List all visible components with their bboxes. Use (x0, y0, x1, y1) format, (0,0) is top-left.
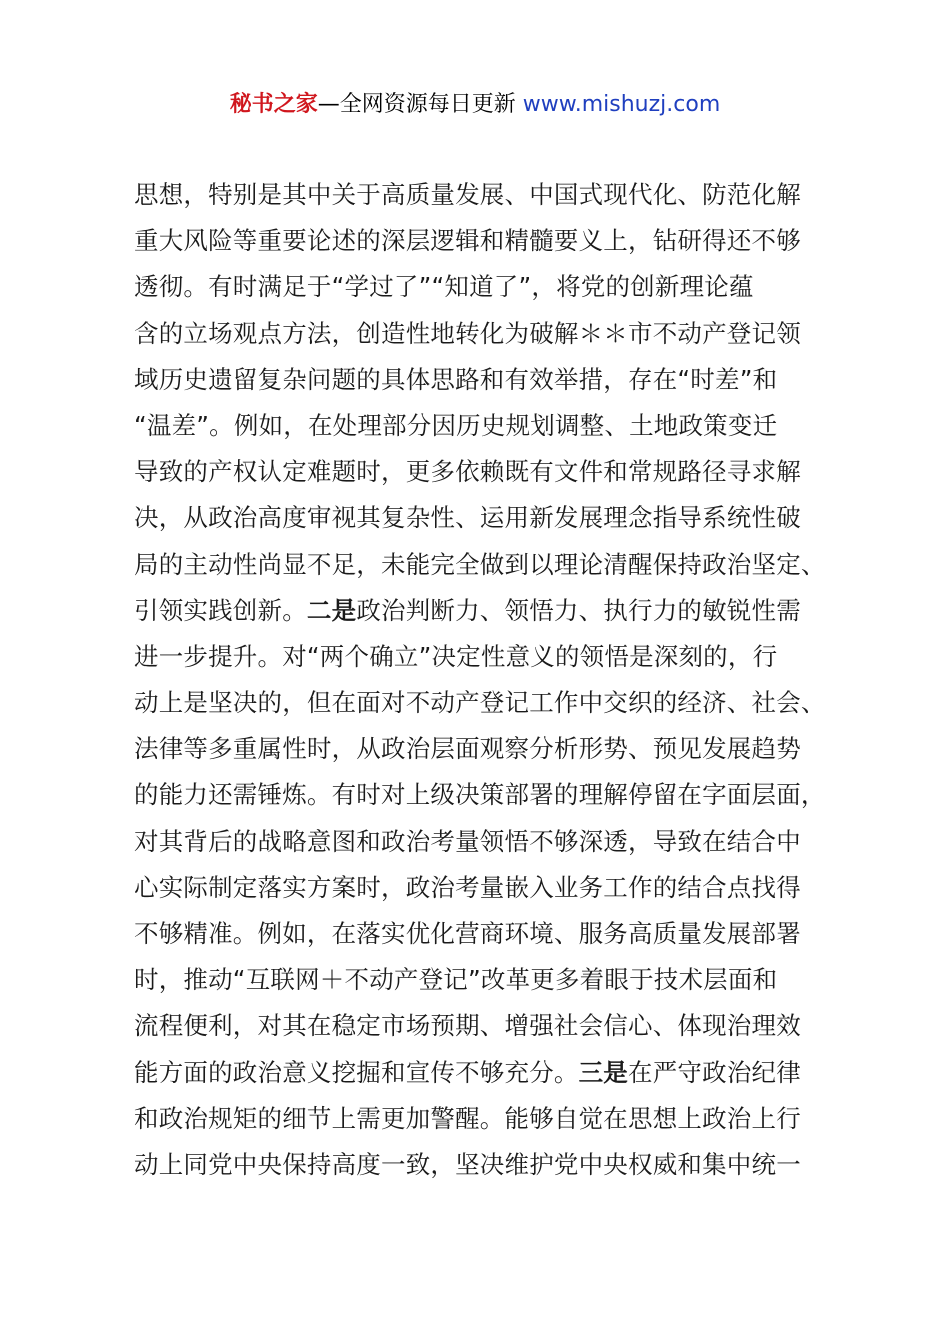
text-line: 思想，特别是其中关于高质量发展、中国式现代化、防范化解 (134, 180, 801, 209)
site-header (0, 89, 950, 121)
text-segment: 能方面的政治意义挖掘和宣传不够充分。 (134, 1057, 579, 1087)
header-tagline: —全网资源每日更新 (317, 92, 523, 117)
text-line: 局的主动性尚显不足，未能完全做到以理论清醒保持政治坚定、 (134, 549, 826, 579)
section-marker-two: 二是 (306, 595, 357, 625)
text-line: 和政治规矩的细节上需更加警醒。能够自觉在思想上政治上行 (134, 1103, 801, 1133)
text-line: “温差”。例如，在处理部分因历史规划调整、土地政策变迁 (134, 410, 778, 440)
site-url-link[interactable]: www.mishuzj.com (522, 92, 721, 117)
text-line: 决，从政治高度审视其复杂性、运用新发展理念指导系统性破 (134, 503, 801, 533)
text-line: 心实际制定落实方案时，政治考量嵌入业务工作的结合点找得 (134, 872, 801, 902)
text-segment: 在严守政治纪律 (628, 1057, 801, 1087)
text-line: 不够精准。例如，在落实优化营商环境、服务高质量发展部署 (134, 919, 801, 948)
text-line (134, 1050, 834, 1096)
text-line: 流程便利，对其在稳定市场预期、增强社会信心、体现治理效 (134, 1011, 801, 1041)
brand-name: 秘书之家 (229, 92, 318, 117)
text-line (134, 588, 834, 634)
text-line: 时，推动“互联网＋不动产登记”改革更多着眼于技术层面和 (134, 965, 778, 995)
text-line: 导致的产权认定难题时，更多依赖既有文件和常规路径寻求解 (134, 457, 801, 487)
text-line: 的能力还需锤炼。有时对上级决策部署的理解停留在字面层面， (134, 780, 826, 810)
text-line: 法律等多重属性时，从政治层面观察分析形势、预见发展趋势 (134, 734, 801, 764)
text-line: 动上同党中央保持高度一致，坚决维护党中央权威和集中统一 (134, 1149, 801, 1179)
text-line: 动上是坚决的，但在面对不动产登记工作中交织的经济、社会、 (134, 688, 826, 718)
text-line: 含的立场观点方法，创造性地转化为破解＊＊市不动产登记领 (134, 318, 801, 348)
text-line: 对其背后的战略意图和政治考量领悟不够深透，导致在结合中 (134, 826, 801, 856)
text-segment: 引领实践创新。 (134, 595, 307, 625)
text-line: 进一步提升。对“两个确立”决定性意义的领悟是深刻的，行 (134, 641, 778, 671)
text-line: 域历史遗留复杂问题的具体思路和有效举措，存在“时差”和 (134, 364, 778, 394)
text-line: 重大风险等重要论述的深层逻辑和精髓要义上，钻研得还不够 (134, 226, 801, 256)
section-marker-three: 三是 (578, 1057, 629, 1087)
text-segment: 政治判断力、领悟力、执行力的敏锐性需 (356, 595, 801, 625)
document-body (134, 172, 834, 1188)
text-line: 透彻。有时满足于“学过了”“知道了”，将党的创新理论蕴 (134, 272, 754, 302)
